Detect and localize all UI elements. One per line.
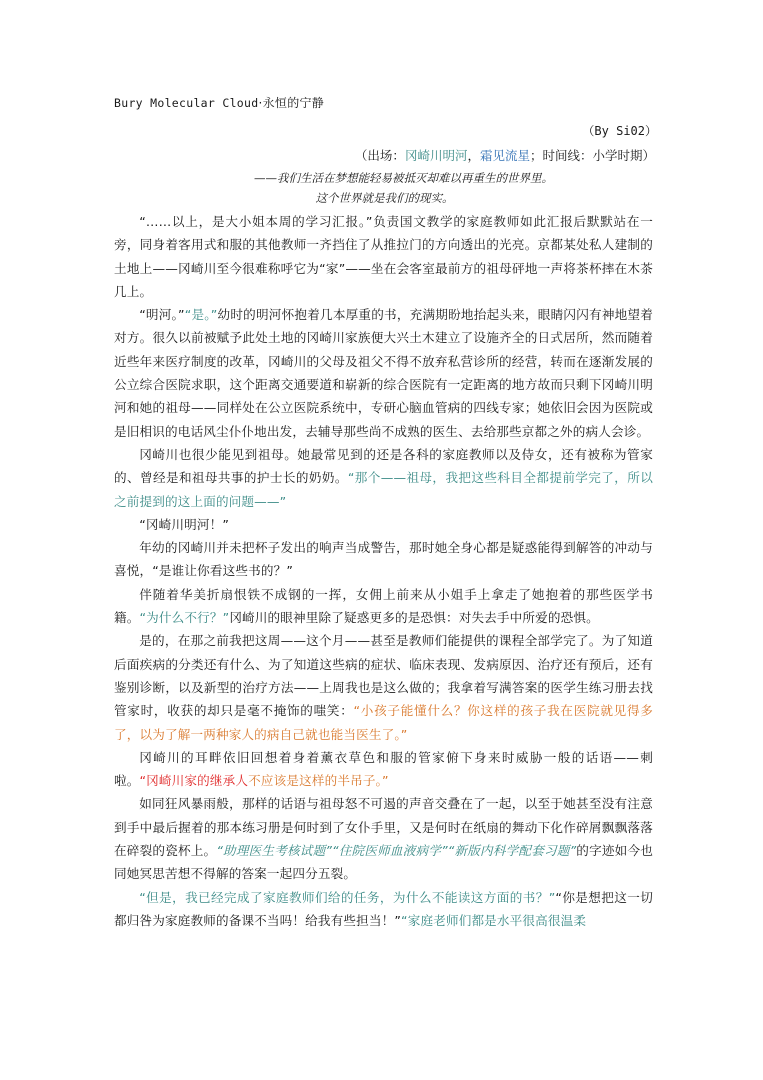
character-name-ryusei: 霜见流星 bbox=[479, 148, 530, 163]
title-latin: Bury Molecular Cloud bbox=[114, 96, 259, 110]
paragraph-6 bbox=[114, 583, 653, 630]
dialogue-butler-orange: 不应该是这样的半吊子。” bbox=[248, 773, 389, 789]
dialogue-butler-red: “冈崎川家的继承人 bbox=[139, 773, 249, 789]
dialogue-akaga: “是。” bbox=[184, 307, 218, 323]
dialogue-akaga: “但是，我已经完成了家庭教师们给的任务，为什么不能读这方面的书？” bbox=[139, 889, 556, 905]
narration: 冈崎川的眼神里除了疑惑更多的是恐惧：对失去手中所爱的恐惧。 bbox=[229, 610, 599, 626]
narration: 是的，在那之前我把这周——这个月——甚至是教师们能提供的课程全部学完了。为了知道后面疾病的分类还有什么、为了知道这些病的症状、临床表现、发病原因、治疗还有预后，还有鉴别诊断，以及新型的治疗方法——上周我也是这么做的；我拿着写满答案的医学生练习册去找管家时，收获的却只是毫不掩饰的嗤笑： bbox=[114, 633, 653, 719]
character-name-akaga: 冈崎川明河 bbox=[404, 148, 468, 163]
cast-timeline-line bbox=[114, 146, 655, 166]
narration: 幼时的明河怀抱着几本厚重的书，充满期盼地抬起头来，眼睛闪闪有神地望着对方。很久以前被赋予此处土地的冈崎川家族便大兴土木建立了设施齐全的日式居所，然而随着近些年来医疗制度的改革，冈崎川的父母及祖父不得不放弃私营诊所的经营，转而在逐渐发展的公立综合医院求职，这个距离交通要道和崭新的综合医院有一定距离的地方故而只剩下冈崎川明河和她的祖母——同样处在公立医院系统中，专研心脑血管病的四线专家；她依旧会因为医院或是旧相识的电话风尘仆仆地出发，去辅导那些尚不成熟的医生、去给那些京都之外的病人会诊。 bbox=[114, 307, 653, 439]
dialogue-butler: “小孩子能懂什么？你这样的孩子我在医院就见得多了，以为了解一两种家人的病自己就也能当医生了。” bbox=[114, 703, 653, 742]
epigraph-line-2: 这个世界就是我们的现实。 bbox=[315, 191, 454, 205]
paragraph-8 bbox=[114, 746, 653, 793]
meta-separator: ， bbox=[467, 148, 480, 163]
dialogue-akaga: “那个——祖母，我把这些科目全都提前学完了，所以之前提到的这上面的问题——” bbox=[114, 470, 653, 509]
paragraph-2 bbox=[114, 303, 653, 443]
document-title bbox=[114, 94, 653, 112]
title-cn: ·永恒的宁静 bbox=[258, 96, 325, 110]
narration: 的字迹如今也同她冥思苦想不得解的答案一起四分五裂。 bbox=[114, 843, 654, 882]
workbook-titles: “助理医生考核试题”“住院医师血液病学”“新版内科学配套习题” bbox=[216, 843, 577, 859]
paragraph-10 bbox=[114, 886, 653, 933]
narration: 冈崎川也很少能见到祖母。她最常见到的还是各科的家庭教师以及侍女，还有被称为管家的、曾经是和祖母共事的护士长的奶奶。 bbox=[114, 446, 653, 486]
paragraph-4: “冈崎川明河！” bbox=[139, 516, 229, 532]
narration: 冈崎川的耳畔依旧回想着身着薰衣草色和服的管家俯下身来时威胁一般的话语——刺啦。 bbox=[114, 749, 653, 789]
author-byline: （By Si02） bbox=[582, 124, 657, 138]
dialogue-akaga: “家庭老师们都是水平很高很温柔 bbox=[401, 912, 587, 928]
dialogue-grandmother: “你是想把这一切都归咎为家庭教师的备课不当吗！给我有些担当！” bbox=[114, 889, 653, 928]
paragraph-7 bbox=[114, 629, 653, 745]
paragraph-5: 年幼的冈崎川并未把杯子发出的响声当成警告，那时她全身心都是疑惑能得到解答的冲动与喜悦，“是谁让你看这些书的？” bbox=[114, 540, 653, 579]
narration: 伴随着华美折扇恨铁不成钢的一挥，女佣上前来从小姐手上拿走了她抱着的那些医学书籍。 bbox=[114, 586, 653, 626]
epigraph-line-1: ——我们生活在梦想能轻易被抵灭却难以再重生的世界里。 bbox=[254, 171, 553, 185]
paragraph-3 bbox=[114, 443, 653, 513]
paragraph-9 bbox=[114, 792, 653, 885]
narration: 如同狂风暴雨般，那样的话语与祖母怒不可遏的声音交叠在了一起，以至于她甚至没有注意到手中最后握着的那本练习册是何时到了女仆手里，又是何时在纸扇的舞动下化作碎屑飘飘落落在碎裂的瓷杯上。 bbox=[114, 796, 653, 859]
dialogue-grandmother: “明河。” bbox=[139, 307, 185, 323]
meta-prefix: （出场： bbox=[354, 148, 405, 163]
dialogue-akaga: “为什么不行？” bbox=[139, 610, 230, 626]
meta-suffix: ；时间线：小学时期） bbox=[529, 148, 655, 163]
paragraph-1: “……以上，是大小姐本周的学习汇报。”负责国文教学的家庭教师如此汇报后默默站在一旁，同身着客用式和服的其他教师一齐挡住了从推拉门的方向透出的光亮。京都某处私人建制的土地上——冈崎川至今很难称呼它为“家”——坐在会客室最前方的祖母砰地一声将茶杯摔在木茶几上。 bbox=[114, 214, 653, 299]
